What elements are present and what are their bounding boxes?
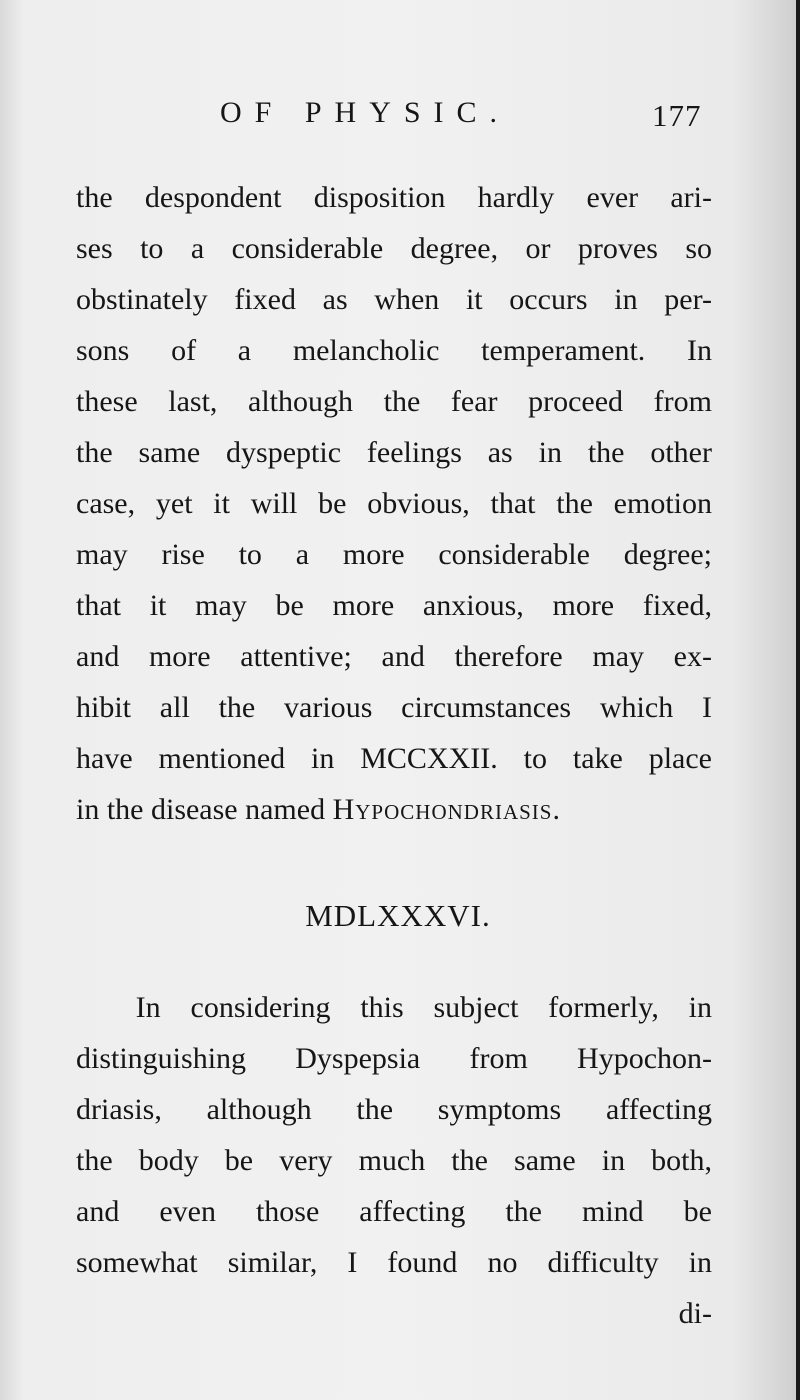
text-line: the body be very much the same in both, — [76, 1144, 712, 1177]
page-number: 177 — [652, 98, 702, 133]
text-line: and even those affecting the mind be — [76, 1195, 712, 1228]
text-line: and more attentive; and therefore may ex- — [76, 640, 712, 673]
text-line: somewhat similar, I found no difficulty in — [76, 1246, 712, 1279]
running-title: OF PHYSIC. — [220, 96, 511, 129]
text-line-final — [76, 784, 712, 835]
text-line: In considering this subject formerly, in — [76, 991, 712, 1024]
text-line: obstinately fixed as when it occurs in per- — [76, 283, 712, 316]
text-fragment: in the disease named — [76, 793, 333, 826]
text-line: that it may be more anxious, more fixed, — [76, 589, 712, 622]
text-line: driasis, although the symptoms affecting — [76, 1093, 712, 1126]
text-line: may rise to a more considerable degree; — [76, 538, 712, 571]
paragraph-continued — [76, 172, 712, 835]
text-line: these last, although the fear proceed from — [76, 385, 712, 418]
text-line: the despondent disposition hardly ever ari- — [76, 181, 712, 214]
disease-term: Hypochondriasis. — [332, 793, 561, 826]
text-line: have mentioned in MCCXXII. to take place — [76, 742, 712, 775]
text-line: hibit all the various circumstances which I — [76, 691, 712, 724]
text-line: ses to a considerable degree, or proves so — [76, 232, 712, 265]
text-line: case, yet it will be obvious, that the emotion — [76, 487, 712, 520]
page-header — [0, 96, 796, 142]
paragraph-section — [76, 982, 712, 1339]
text-line: the same dyspeptic feelings as in the other — [76, 436, 712, 469]
text-line: sons of a melancholic temperament. In — [76, 334, 712, 367]
text-line: distinguishing Dyspepsia from Hypochon- — [76, 1042, 712, 1075]
catchword: di- — [678, 1297, 712, 1330]
section-heading: MDLXXXVI. — [305, 898, 491, 933]
